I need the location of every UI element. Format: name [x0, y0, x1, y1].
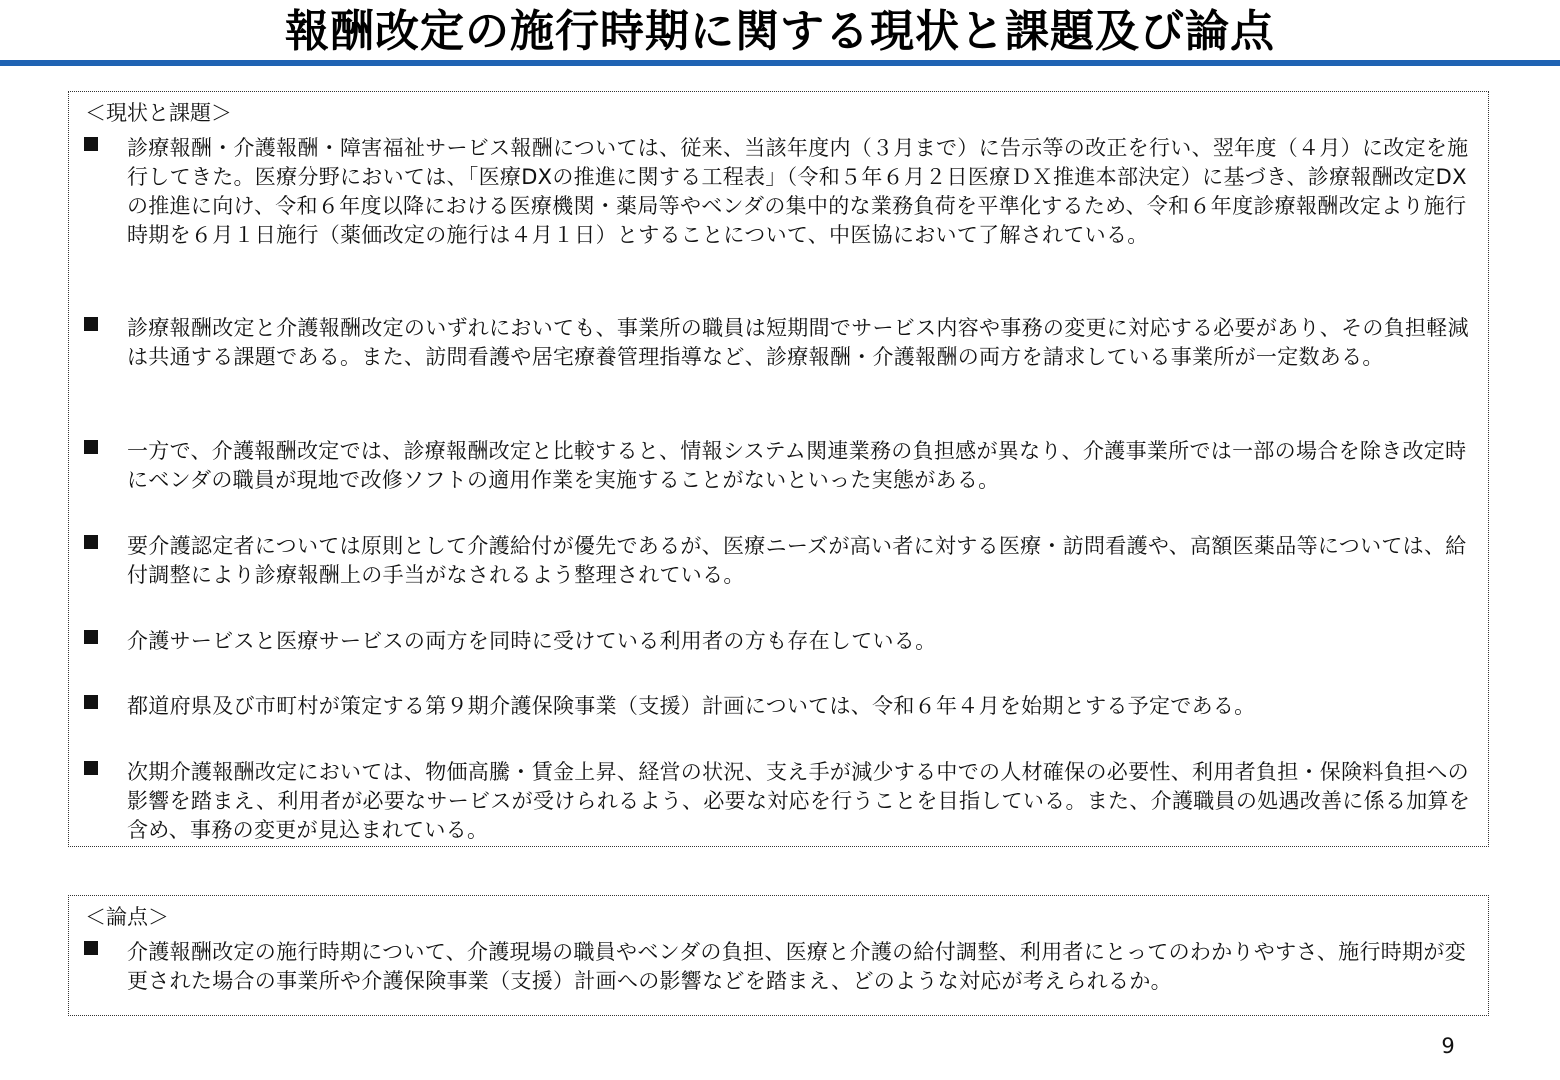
status-bullet-item — [83, 134, 1483, 250]
status-section-heading: ＜現状と課題＞ — [85, 101, 232, 125]
page-number: 9 — [1441, 1034, 1455, 1058]
square-bullet-icon — [83, 629, 99, 645]
page-title: 報酬改定の施行時期に関する現状と課題及び論点 — [285, 6, 1275, 57]
status-bullet-text: 診療報酬・介護報酬・障害福祉サービス報酬については、従来、当該年度内（３月まで）に告示等の改正を行い、翌年度（４月）に改定を施行してきた。医療分野においては、「医療DXの推進に関する工程表」（令和５年６月２日医療ＤＸ推進本部決定）に基づき、診療報酬改定DXの推進に向け、令和６年度以降における医療機関・薬局等やベンダの集中的な業務負荷を平準化するため、令和６年度診療報酬改定より施行時期を６月１日施行（薬価改定の施行は４月１日）とすることについて、中医協において了解されている。 — [127, 136, 1469, 247]
status-bullet-item — [83, 758, 1483, 845]
status-bullet-text: 介護サービスと医療サービスの両方を同時に受けている利用者の方も存在している。 — [127, 629, 937, 653]
status-bullet-text: 次期介護報酬改定においては、物価高騰・賃金上昇、経営の状況、支え手が減少する中での人材確保の必要性、利用者負担・保険料負担への影響を踏まえ、利用者が必要なサービスが受けられるよう、必要な対応を行うことを目指している。また、介護職員の処遇改善に係る加算を含め、事務の変更が見込まれている。 — [127, 760, 1471, 842]
discussion-points-box — [68, 895, 1489, 1016]
status-bullet-item — [83, 437, 1483, 495]
issues-bullet-item — [83, 938, 1483, 996]
status-bullet-item — [83, 692, 1483, 721]
status-bullet-item — [83, 532, 1483, 590]
issues-section-heading: ＜論点＞ — [85, 905, 169, 929]
status-bullet-text: 都道府県及び市町村が策定する第９期介護保険事業（支援）計画については、令和６年４月を始期とする予定である。 — [127, 694, 1256, 718]
status-and-issues-box — [68, 91, 1489, 847]
issues-bullet-text: 介護報酬改定の施行時期について、介護現場の職員やベンダの負担、医療と介護の給付調整、利用者にとってのわかりやすさ、施行時期が変更された場合の事業所や介護保険事業（支援）計画への影響などを踏まえ、どのような対応が考えられるか。 — [127, 940, 1466, 993]
square-bullet-icon — [83, 694, 99, 710]
square-bullet-icon — [83, 760, 99, 776]
title-underline — [0, 60, 1560, 66]
square-bullet-icon — [83, 136, 99, 152]
square-bullet-icon — [83, 316, 99, 332]
square-bullet-icon — [83, 534, 99, 550]
square-bullet-icon — [83, 439, 99, 455]
status-bullet-text: 要介護認定者については原則として介護給付が優先であるが、医療ニーズが高い者に対する医療・訪問看護や、高額医薬品等については、給付調整により診療報酬上の手当がなされるよう整理されている。 — [127, 534, 1467, 587]
status-bullet-text: 診療報酬改定と介護報酬改定のいずれにおいても、事業所の職員は短期間でサービス内容や事務の変更に対応する必要があり、その負担軽減は共通する課題である。また、訪問看護や居宅療養管理指導など、診療報酬・介護報酬の両方を請求している事業所が一定数ある。 — [127, 316, 1469, 369]
status-bullet-item — [83, 627, 1483, 656]
status-bullet-text: 一方で、介護報酬改定では、診療報酬改定と比較すると、情報システム関連業務の負担感が異なり、介護事業所では一部の場合を除き改定時にベンダの職員が現地で改修ソフトの適用作業を実施することがないといった実態がある。 — [127, 439, 1467, 492]
square-bullet-icon — [83, 940, 99, 956]
status-bullet-item — [83, 314, 1483, 372]
